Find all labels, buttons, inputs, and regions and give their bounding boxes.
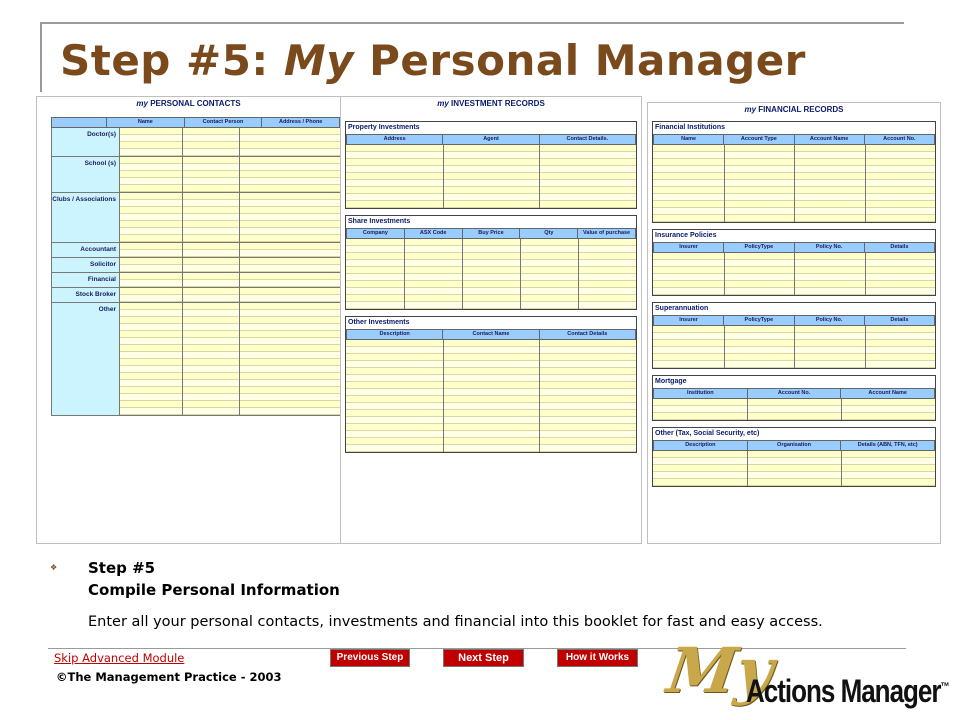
- financial-section-3: [652, 375, 936, 421]
- step-heading: Step #5: [88, 559, 156, 577]
- contacts-row: [120, 157, 340, 164]
- contacts-row: [120, 207, 340, 214]
- contacts-row-cells: [120, 288, 340, 302]
- investments-row: [346, 180, 636, 187]
- financial-column-header: PolicyType: [724, 243, 794, 252]
- investments-col-divider: [578, 239, 579, 309]
- financial-column-header: Name: [654, 135, 724, 144]
- investments-column-header: Company: [347, 229, 405, 238]
- financial-col-divider: [794, 145, 795, 222]
- financial-section-2: [652, 302, 936, 369]
- investments-section-grid: [346, 239, 636, 309]
- contacts-row-label: Solicitor: [52, 258, 120, 272]
- financial-section-label: Insurance Policies: [655, 232, 717, 239]
- financial-col-divider: [865, 253, 866, 295]
- financial-rows: [653, 399, 935, 420]
- contacts-row-cells: [120, 243, 340, 257]
- contacts-row-4: [52, 258, 340, 273]
- investments-rows: [346, 340, 636, 452]
- contacts-row: [120, 280, 340, 287]
- investments-row: [346, 145, 636, 152]
- financial-col-divider: [747, 399, 748, 420]
- investments-col-divider: [443, 145, 444, 208]
- contacts-row-3: [52, 243, 340, 258]
- contacts-row-label: Accountant: [52, 243, 120, 257]
- investments-row: [346, 166, 636, 173]
- financial-row: [653, 406, 935, 413]
- contacts-rows: [120, 288, 340, 302]
- contacts-row-label: Doctor(s): [52, 128, 120, 156]
- how-it-works-button[interactable]: How it Works: [557, 649, 638, 667]
- financial-row: [653, 458, 935, 465]
- financial-rows: [653, 451, 935, 486]
- contacts-row-cells: [120, 157, 340, 192]
- contacts-row: [120, 387, 340, 394]
- financial-col-divider: [747, 451, 748, 486]
- contacts-column-header: Address / Phone: [278, 119, 323, 125]
- investments-column-headers: [346, 329, 636, 340]
- investments-col-divider: [520, 239, 521, 309]
- investments-row: [346, 267, 636, 274]
- step-subheading: Compile Personal Information: [88, 581, 340, 599]
- contacts-row: [120, 193, 340, 200]
- financial-section-label: Superannuation: [655, 305, 709, 312]
- financial-column-header: Insurer: [654, 316, 724, 325]
- contacts-row-cells: [120, 128, 340, 156]
- investments-row: [346, 347, 636, 354]
- contacts-col-divider: [239, 128, 240, 156]
- contacts-column-header: Name: [107, 118, 185, 127]
- investments-column-header: Description: [347, 330, 443, 339]
- financial-col-divider: [724, 326, 725, 368]
- contacts-row: [120, 408, 340, 415]
- investments-row: [346, 288, 636, 295]
- investments-row: [346, 375, 636, 382]
- contacts-col-divider: [182, 157, 183, 192]
- financial-section-grid: [653, 399, 935, 420]
- investments-row: [346, 431, 636, 438]
- financial-row: [653, 413, 935, 420]
- contacts-col-divider: [239, 303, 240, 415]
- previous-step-button[interactable]: Previous Step: [330, 649, 410, 667]
- contacts-row: [120, 380, 340, 387]
- financial-section-grid: [653, 145, 935, 222]
- contacts-row: [120, 310, 340, 317]
- investments-column-header: Value of purchase: [583, 230, 631, 236]
- contacts-row: [120, 401, 340, 408]
- investments-column-header: Agent: [443, 135, 539, 144]
- financial-section-0: [652, 121, 936, 223]
- contacts-row: [120, 221, 340, 228]
- investments-row: [346, 194, 636, 201]
- financial-col-divider: [841, 451, 842, 486]
- contacts-row-label: School (s): [52, 157, 120, 192]
- investments-row: [346, 152, 636, 159]
- investments-column-header: ASX Code: [405, 229, 463, 238]
- investments-row: [346, 253, 636, 260]
- financial-col-divider: [865, 326, 866, 368]
- financial-column-header: Account Name: [868, 390, 907, 396]
- next-step-button[interactable]: Next Step: [443, 649, 524, 667]
- investments-col-divider: [462, 239, 463, 309]
- investments-rows: [346, 145, 636, 208]
- contacts-row: [120, 366, 340, 373]
- contacts-col-divider: [239, 258, 240, 272]
- investments-row: [346, 417, 636, 424]
- investments-row: [346, 274, 636, 281]
- contacts-row: [120, 149, 340, 156]
- contacts-row-label: Stock Broker: [52, 288, 120, 302]
- investments-column-header: Address: [347, 135, 443, 144]
- contacts-row-5: [52, 273, 340, 288]
- investments-column-headers: [346, 228, 636, 239]
- contacts-sheet-title: my PERSONAL CONTACTS: [136, 99, 241, 108]
- contacts-row-cells: [120, 258, 340, 272]
- investments-section-label: Share Investments: [348, 218, 411, 225]
- page-title: Step #5: My Personal Manager: [60, 36, 806, 85]
- investments-column-headers: [346, 134, 636, 145]
- financial-section-grid: [653, 451, 935, 486]
- investments-row: [346, 159, 636, 166]
- contacts-row-cells: [120, 303, 340, 415]
- contacts-col-divider: [182, 193, 183, 242]
- investments-row: [346, 354, 636, 361]
- investments-row: [346, 396, 636, 403]
- investments-section-0: [345, 121, 637, 209]
- investments-col-divider: [539, 340, 540, 452]
- financial-column-header: Account No.: [748, 389, 842, 398]
- investments-row: [346, 438, 636, 445]
- contacts-row: [120, 394, 340, 401]
- contacts-rows: [120, 193, 340, 242]
- financial-records-sheet: [647, 102, 941, 544]
- contacts-row: [120, 258, 340, 265]
- financial-column-header: Details: [890, 317, 909, 323]
- contacts-row: [120, 324, 340, 331]
- investments-row: [346, 445, 636, 452]
- investments-column-header: Buy Price: [463, 229, 521, 238]
- investments-row: [346, 361, 636, 368]
- contacts-header-row: [51, 117, 340, 128]
- investments-section-label: Property Investments: [348, 124, 420, 131]
- investments-row: [346, 246, 636, 253]
- investments-row: [346, 201, 636, 208]
- investments-row: [346, 403, 636, 410]
- financial-row: [653, 465, 935, 472]
- investments-row: [346, 382, 636, 389]
- financial-column-headers: [653, 242, 935, 253]
- contacts-row: [120, 352, 340, 359]
- financial-section-1: [652, 229, 936, 296]
- investments-column-header: Qty: [520, 229, 578, 238]
- contacts-row: [120, 185, 340, 192]
- left-rule: [40, 22, 42, 92]
- investments-col-divider: [539, 145, 540, 208]
- financial-column-header: Organisation: [748, 441, 842, 450]
- skip-advanced-module-link[interactable]: Skip Advanced Module: [54, 651, 185, 665]
- financial-column-header: Account Type: [724, 135, 794, 144]
- investment-sheet-title: my INVESTMENT RECORDS: [437, 99, 545, 108]
- financial-column-header: PolicyType: [724, 316, 794, 325]
- financial-section-label: Financial Institutions: [655, 124, 726, 131]
- contacts-col-divider: [239, 157, 240, 192]
- investments-row: [346, 302, 636, 309]
- contacts-rows: [120, 243, 340, 257]
- contacts-row: [120, 200, 340, 207]
- step-text: [88, 557, 340, 601]
- contacts-row: [120, 228, 340, 235]
- financial-column-header: Policy No.: [795, 243, 865, 252]
- investments-section-label: Other Investments: [348, 319, 410, 326]
- investments-section-1: [345, 215, 637, 310]
- contacts-row-label: Financial: [52, 273, 120, 287]
- contacts-row: [120, 178, 340, 185]
- contacts-row: [120, 373, 340, 380]
- financial-section-label: Other (Tax, Social Security, etc): [655, 430, 760, 437]
- contacts-row: [120, 250, 340, 257]
- investments-row: [346, 340, 636, 347]
- contacts-col-divider: [239, 193, 240, 242]
- contacts-column-header: Contact Person: [185, 118, 263, 127]
- contacts-col-divider: [182, 303, 183, 415]
- contacts-col-divider: [239, 273, 240, 287]
- financial-column-header: Insurer: [654, 243, 724, 252]
- financial-section-label: Mortgage: [655, 378, 687, 385]
- contacts-row: [120, 265, 340, 272]
- contacts-row: [120, 214, 340, 221]
- investments-row: [346, 260, 636, 267]
- contacts-col-divider: [182, 273, 183, 287]
- step-description: Enter all your personal contacts, investments and financial into this booklet for fast and easy access.: [88, 614, 823, 630]
- investments-section-grid: [346, 145, 636, 208]
- investments-section-2: [345, 316, 637, 453]
- financial-section-grid: [653, 253, 935, 295]
- financial-column-headers: [653, 440, 935, 451]
- contacts-row: [120, 273, 340, 280]
- investments-col-divider: [443, 340, 444, 452]
- investments-row: [346, 281, 636, 288]
- financial-col-divider: [794, 253, 795, 295]
- financial-col-divider: [724, 145, 725, 222]
- contacts-row-label: Clubs / Associations: [52, 193, 120, 242]
- contacts-row-cells: [120, 193, 340, 242]
- financial-section-4: [652, 427, 936, 487]
- logo-my-mark: My: [662, 634, 778, 707]
- investments-column-header: Contact Details.: [566, 136, 609, 142]
- copyright: ©The Management Practice - 2003: [56, 670, 282, 684]
- investments-row: [346, 410, 636, 417]
- investments-section-grid: [346, 340, 636, 452]
- contacts-row: [120, 235, 340, 242]
- investments-row: [346, 295, 636, 302]
- investments-row: [346, 187, 636, 194]
- contacts-row-7: [52, 303, 340, 416]
- investments-row: [346, 368, 636, 375]
- personal-contacts-sheet: [36, 96, 341, 544]
- contacts-col-divider: [239, 288, 240, 302]
- contacts-col-divider: [182, 288, 183, 302]
- financial-column-headers: [653, 134, 935, 145]
- contacts-rows: [120, 273, 340, 287]
- financial-column-header: Description: [654, 441, 748, 450]
- contacts-row-2: [52, 193, 340, 243]
- contacts-col-divider: [239, 243, 240, 257]
- contacts-row-label: Other: [52, 303, 120, 415]
- investments-column-header: Contact Name: [443, 330, 539, 339]
- financial-column-header: Policy No.: [795, 316, 865, 325]
- contacts-row: [120, 303, 340, 310]
- contacts-row-6: [52, 288, 340, 303]
- top-rule: [40, 22, 904, 24]
- contacts-row-cells: [120, 273, 340, 287]
- financial-column-header: Details: [890, 244, 909, 250]
- investments-col-divider: [404, 239, 405, 309]
- contacts-col-divider: [182, 128, 183, 156]
- financial-row: [653, 479, 935, 486]
- contacts-col-divider: [182, 243, 183, 257]
- contacts-rows: [120, 303, 340, 415]
- financial-section-grid: [653, 326, 935, 368]
- financial-col-divider: [841, 399, 842, 420]
- financial-row: [653, 472, 935, 479]
- financial-col-divider: [794, 326, 795, 368]
- contacts-row: [120, 164, 340, 171]
- financial-column-header: Account Name: [795, 135, 865, 144]
- investment-records-sheet: [340, 96, 642, 544]
- financial-column-headers: [653, 388, 935, 399]
- contacts-row-1: [52, 157, 340, 193]
- contacts-row: [120, 295, 340, 302]
- contacts-row: [120, 345, 340, 352]
- financial-column-header: Account No.: [883, 136, 916, 142]
- financial-column-headers: [653, 315, 935, 326]
- contacts-row: [120, 128, 340, 135]
- contacts-row: [120, 317, 340, 324]
- financial-col-divider: [865, 145, 866, 222]
- bullet-icon: ❖: [50, 563, 58, 572]
- financial-sheet-title: my FINANCIAL RECORDS: [744, 105, 844, 114]
- contacts-row: [120, 288, 340, 295]
- financial-column-header: Institution: [654, 389, 748, 398]
- contacts-row: [120, 135, 340, 142]
- financial-row: [653, 399, 935, 406]
- financial-row: [653, 451, 935, 458]
- contacts-col-divider: [182, 258, 183, 272]
- investments-column-header: Contact Details: [567, 331, 608, 337]
- contacts-row-0: [52, 128, 340, 157]
- contacts-row: [120, 171, 340, 178]
- investments-row: [346, 424, 636, 431]
- contacts-rows: [120, 157, 340, 192]
- contacts-row: [120, 338, 340, 345]
- contacts-row: [120, 359, 340, 366]
- contacts-row: [120, 243, 340, 250]
- financial-col-divider: [724, 253, 725, 295]
- contacts-row: [120, 331, 340, 338]
- financial-column-header: Details (ABN, TFN, etc): [857, 442, 918, 448]
- investments-row: [346, 389, 636, 396]
- investments-row: [346, 173, 636, 180]
- logo-text: Actions Manager™: [746, 672, 949, 710]
- contacts-row: [120, 142, 340, 149]
- investments-rows: [346, 239, 636, 309]
- investments-row: [346, 239, 636, 246]
- contacts-rows: [120, 258, 340, 272]
- contacts-rows: [120, 128, 340, 156]
